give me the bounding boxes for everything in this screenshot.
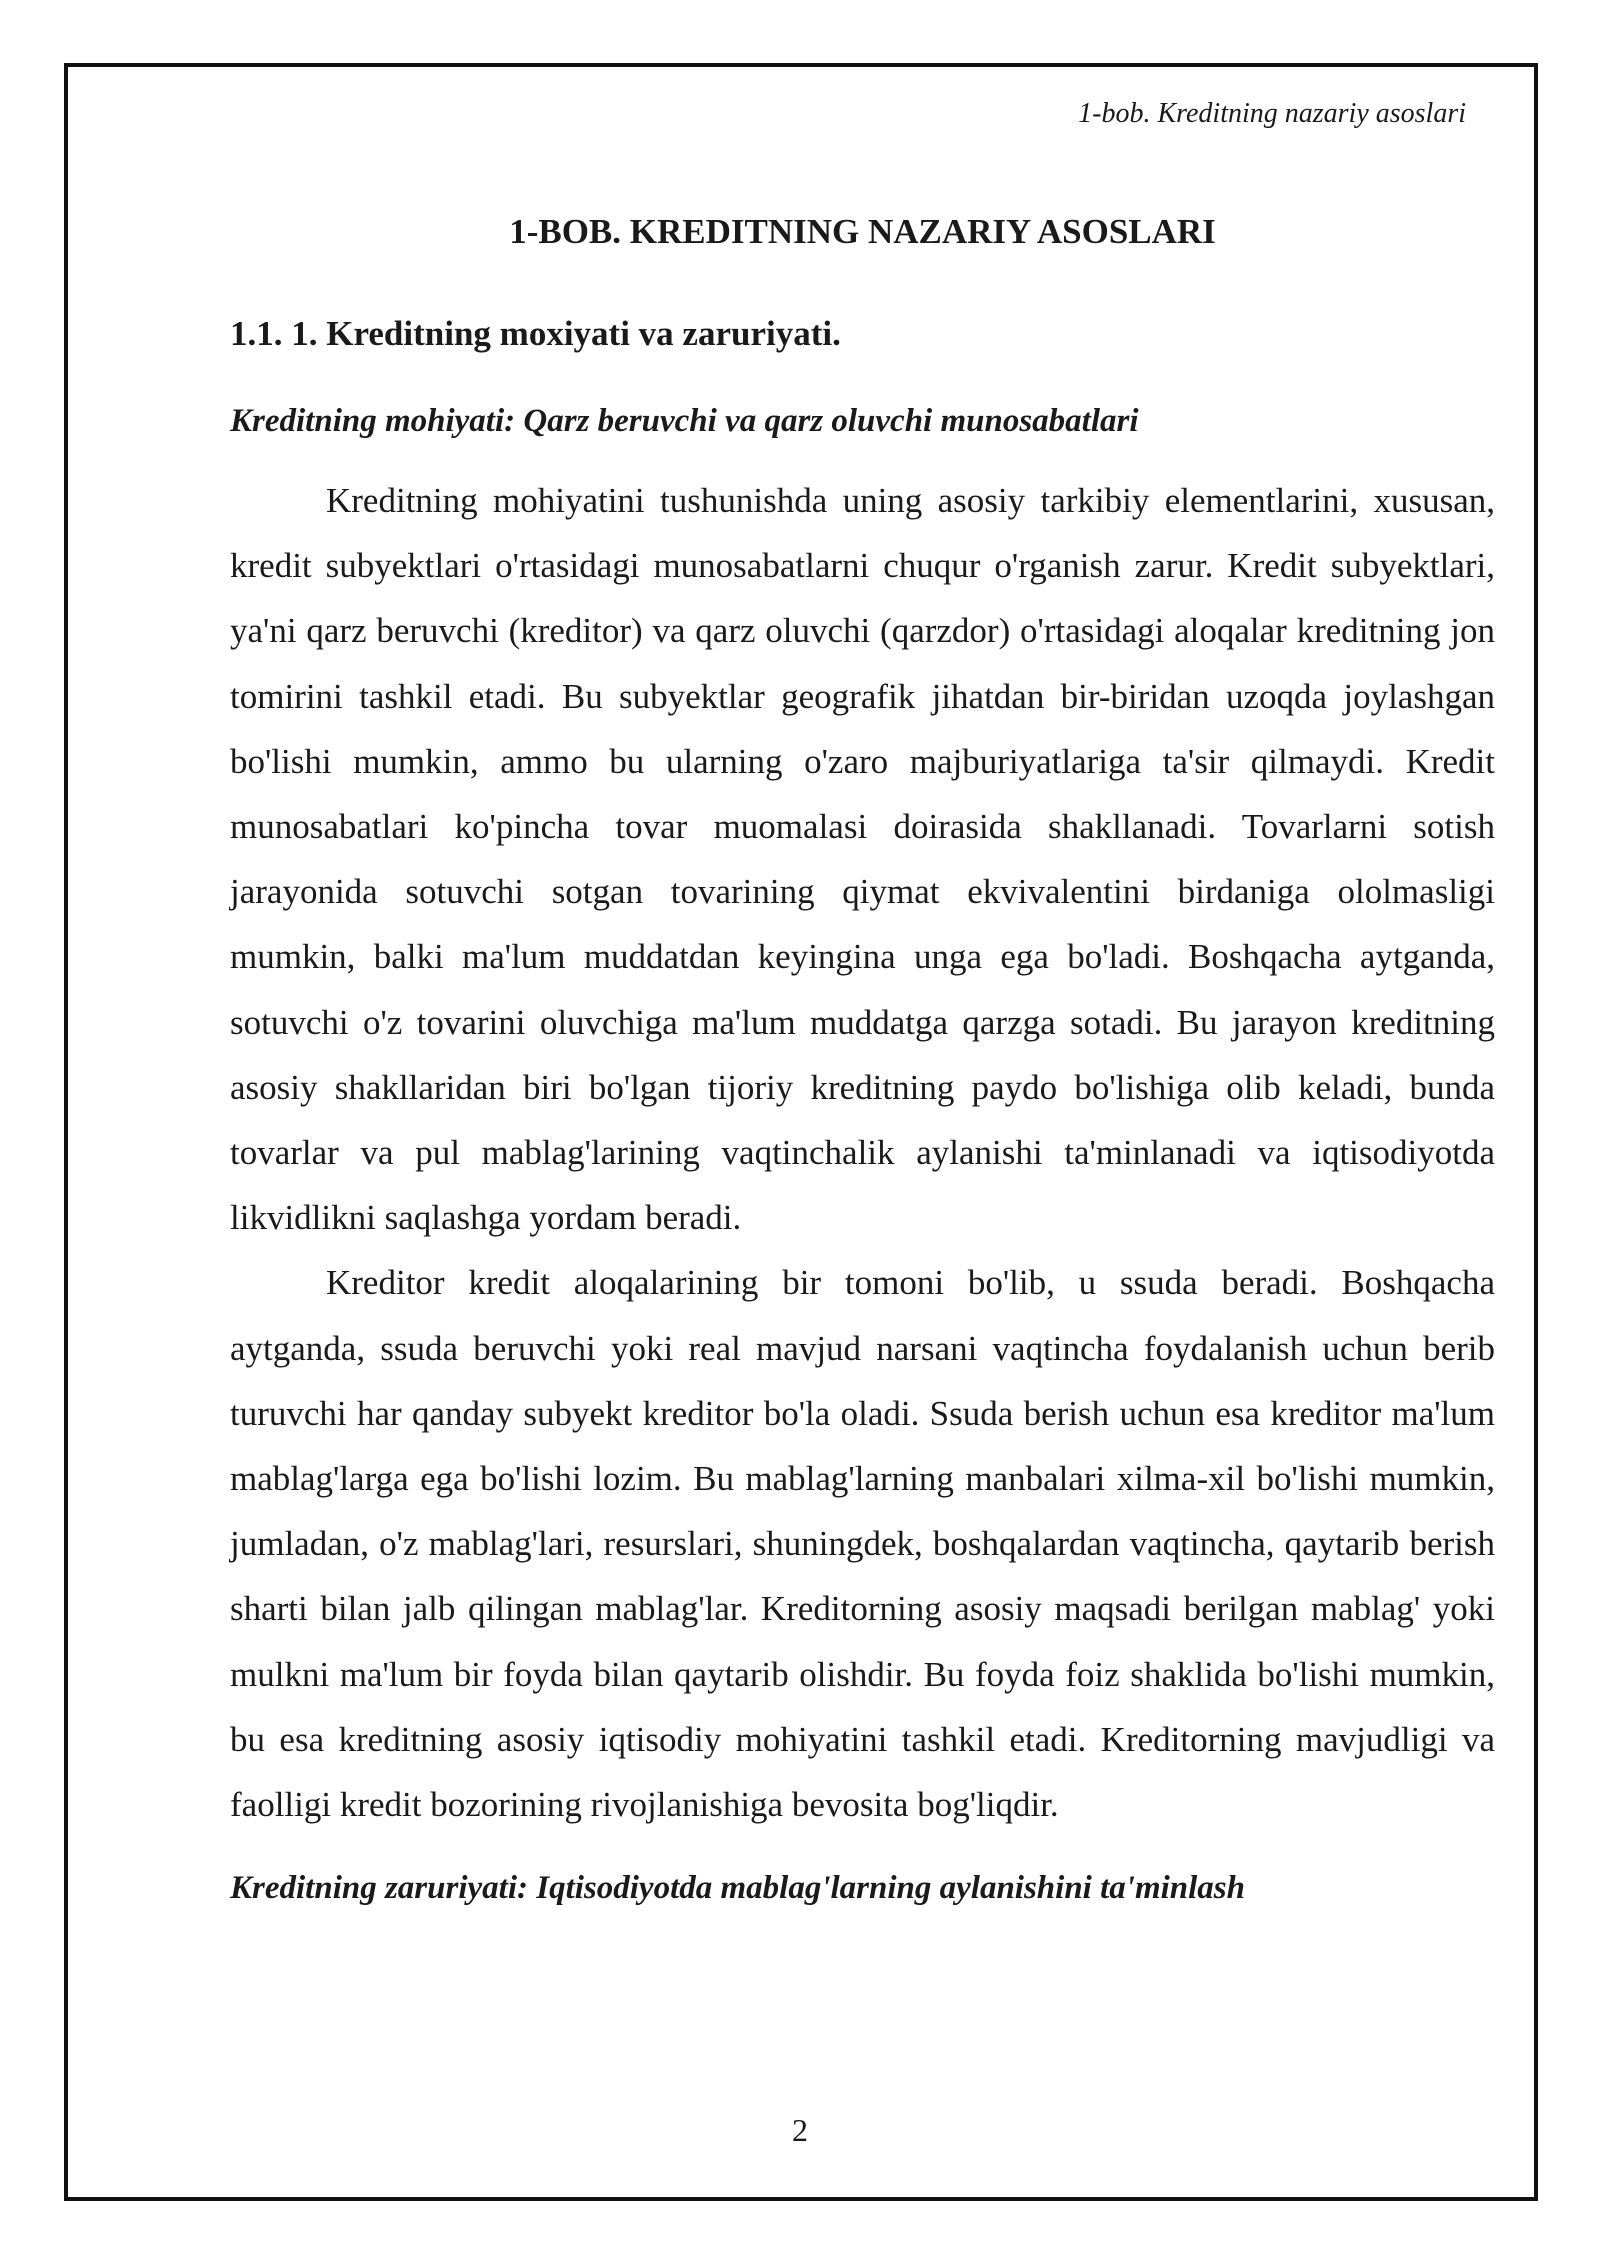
section-title: 1.1. 1. Kreditning moxiyati va zaruriyati. <box>230 314 841 353</box>
subheading-necessity: Kreditning zaruriyati: Iqtisodiyotda mablag'larning aylanishini ta'minlash <box>230 1870 1245 1907</box>
paragraph-1: Kreditning mohiyatini tushunishda uning asosiy tarkibiy elementlarini, xususan, kredit subyektlari o'rtasidagi munosabatlarni chuqur o'rganish zarur. Kredit subyektlari, ya'ni qarz beruvchi (kreditor) va qarz oluvchi (qarzdor) o'rtasidagi aloqalar kreditning jon tomirini tashkil etadi. Bu subyektlar geografik jihatdan bir-biridan uzoqda joylashgan bo'lishi mumkin, ammo bu ularning o'zaro majburiyatlariga ta'sir qilmaydi. Kredit munosabatlari ko'pincha tovar muomalasi doirasida shakllanadi. Tovarlarni sotish jarayonida sotuvchi sotgan tovarining qiymat ekvivalentini birdaniga ololmasligi mumkin, balki ma'lum muddatdan keyingina unga ega bo'ladi. Boshqacha aytganda, sotuvchi o'z tovarini oluvchiga ma'lum muddatga qarzga sotadi. Bu jarayon kreditning asosiy shakllaridan biri bo'lgan tijoriy kreditning paydo bo'lishiga olib keladi, bunda tovarlar va pul mablag'larining vaqtinchalik aylanishi ta'minlanadi va iqtisodiyotda likvidlikni saqlashga yordam beradi. <box>230 481 1495 1238</box>
chapter-title: 1-BOB. KREDITNING NAZARIY ASOSLARI <box>509 212 1216 251</box>
paragraph-2: Kreditor kredit aloqalarining bir tomoni bo'lib, u ssuda beradi. Boshqacha aytganda, ssuda beruvchi yoki real mavjud narsani vaqtincha foydalanish uchun berib turuvchi har qanday subyekt kreditor bo'la oladi. Ssuda berish uchun esa kreditor ma'lum mablag'larga ega bo'lishi lozim. Bu mablag'larning manbalari xilma-xil bo'lishi mumkin, jumladan, o'z mablag'lari, resurslari, shuningdek, boshqalardan vaqtincha, qaytarib berish sharti bilan jalb qilingan mablag'lar. Kreditorning asosiy maqsadi berilgan mablag' yoki mulkni ma'lum bir foyda bilan qaytarib olishdir. Bu foyda foiz shaklida bo'lishi mumkin, bu esa kreditning asosiy iqtisodiy mohiyatini tashkil etadi. Kreditorning mavjudligi va faolligi kredit bozorining rivojlanishiga bevosita bog'liqdir. <box>230 1263 1495 1825</box>
page-number: 2 <box>792 2112 808 2148</box>
subheading-essence: Kreditning mohiyati: Qarz beruvchi va qarz oluvchi munosabatlari <box>230 403 1139 439</box>
page-content <box>230 210 1495 1909</box>
running-header: 1-bob. Kreditning nazariy asoslari <box>1078 98 1466 129</box>
